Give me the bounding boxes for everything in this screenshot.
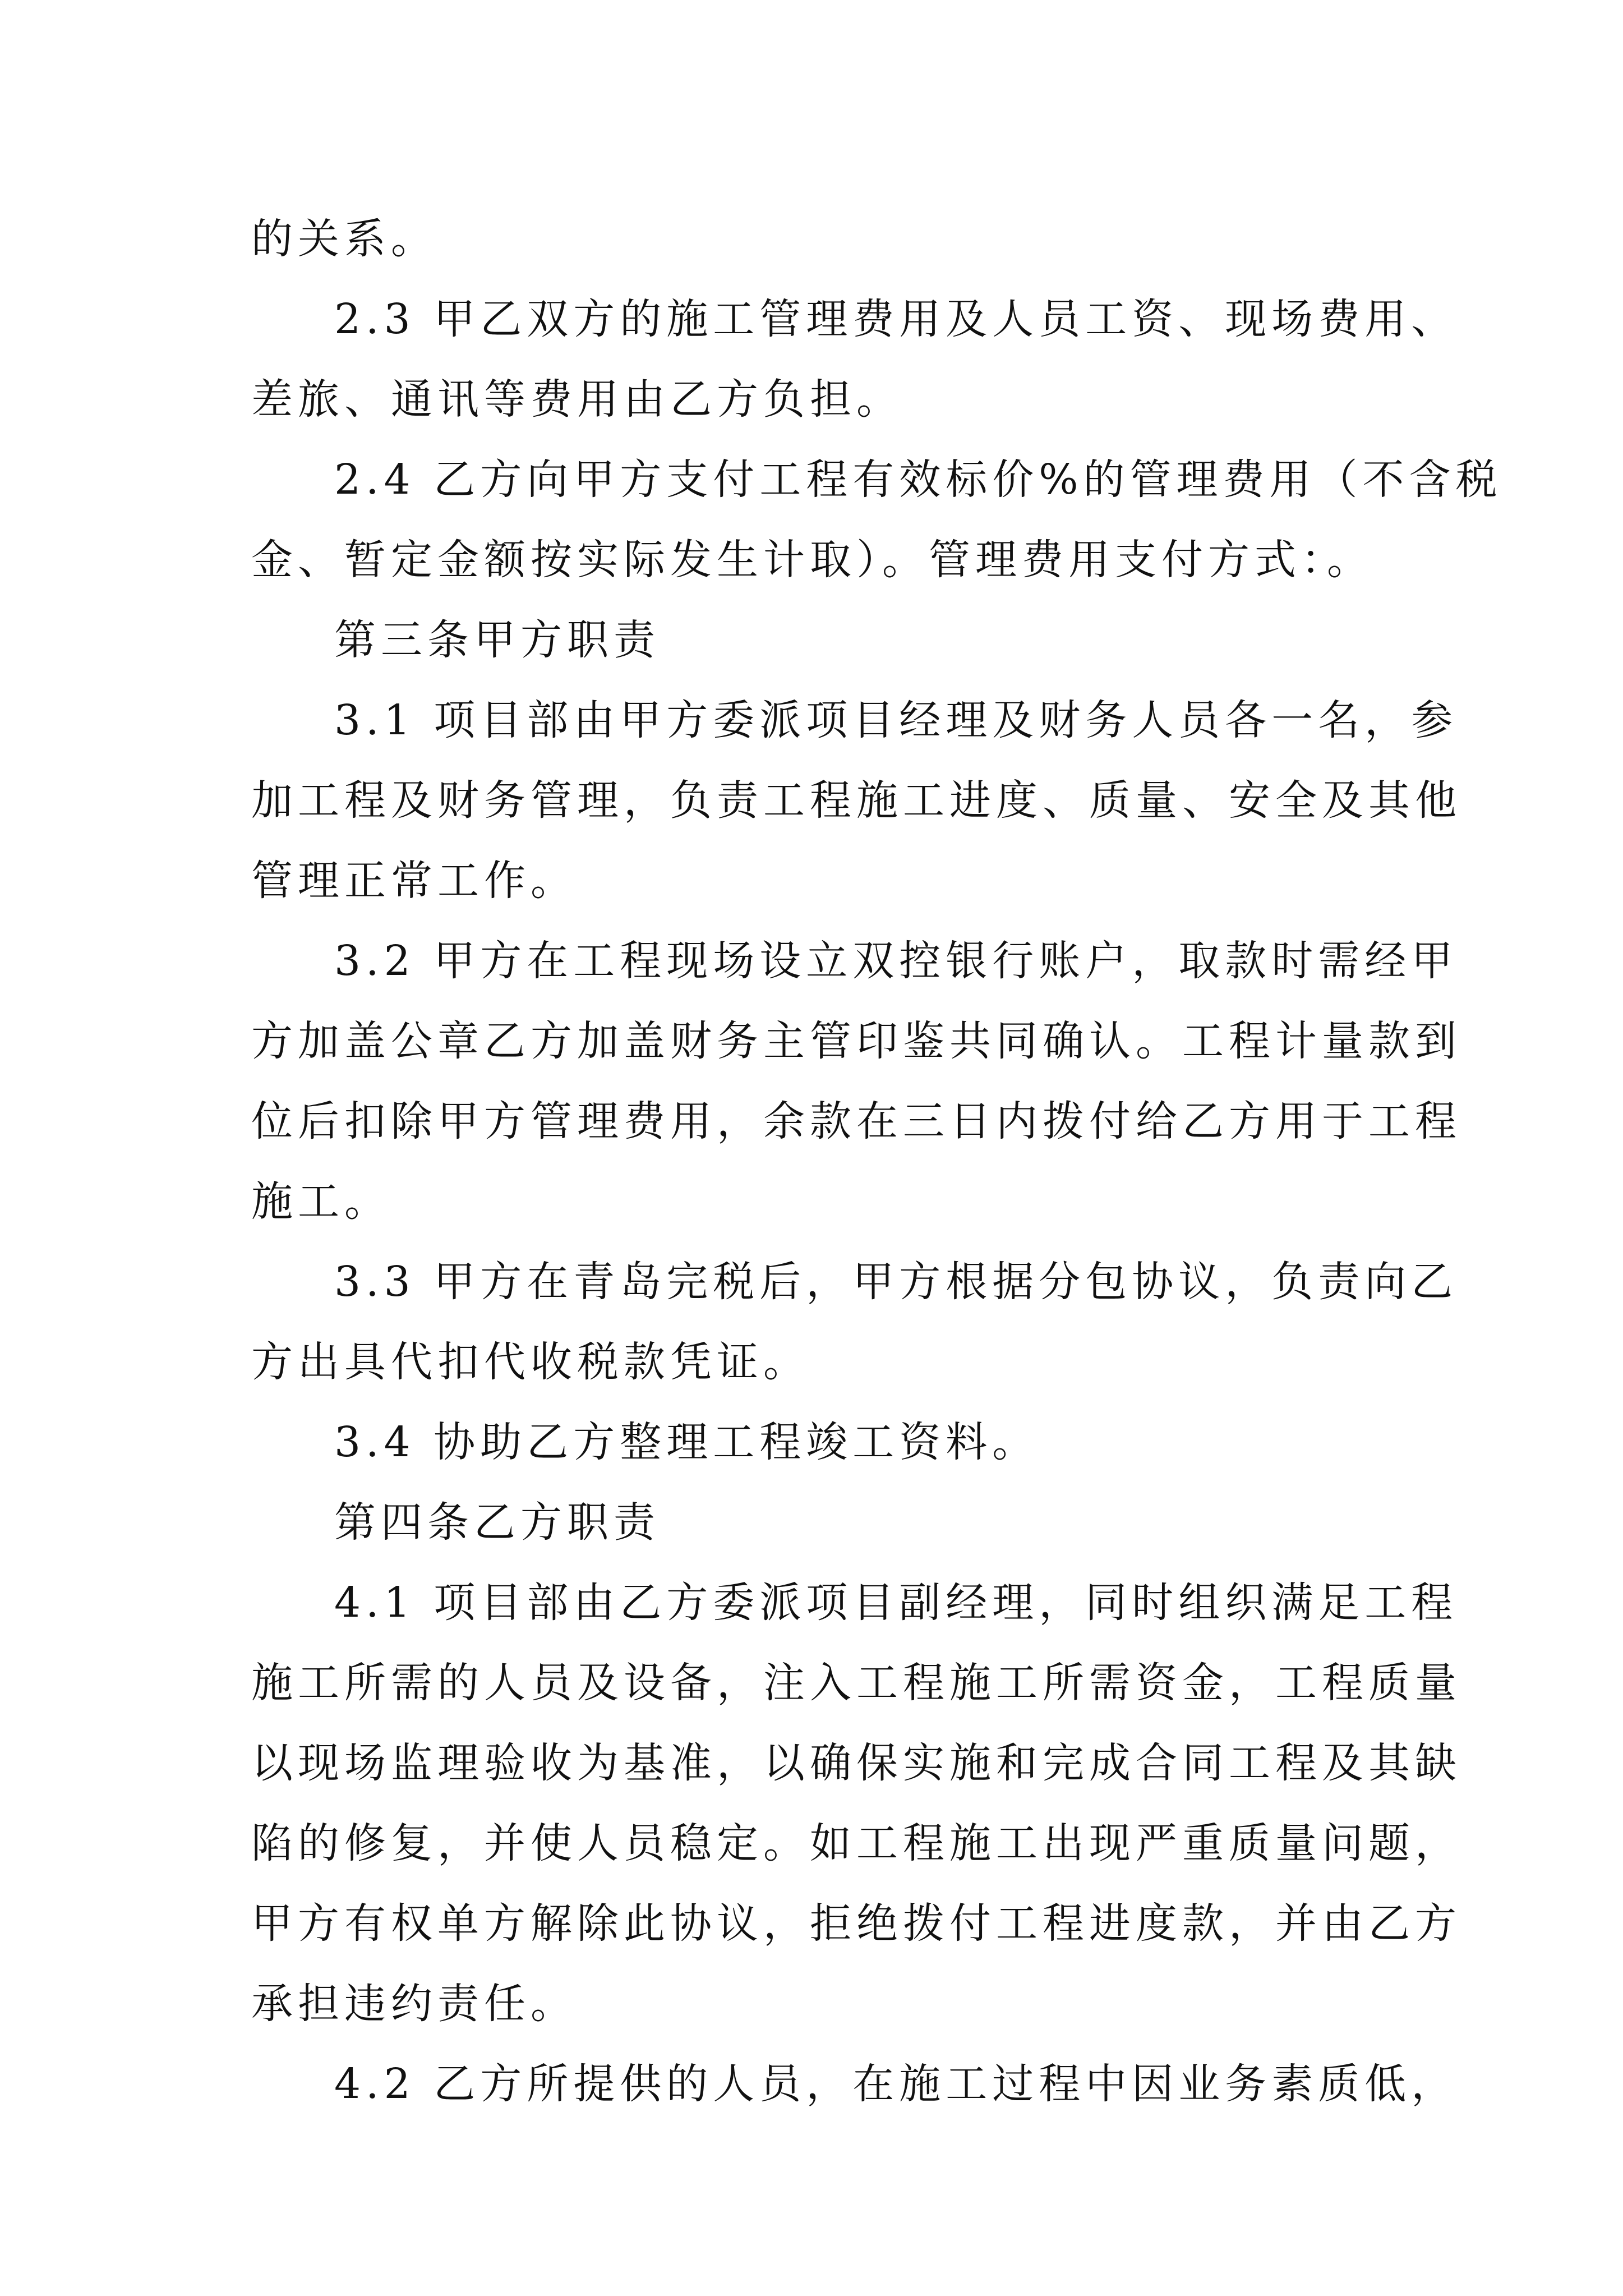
- clause-4-2-line-1: 4.2 乙方所提供的人员，在施工过程中因业务素质低，: [334, 2060, 1458, 2108]
- document-body: [251, 199, 1502, 2124]
- clause-4-1-line-1: 4.1 项目部由乙方委派项目副经理，同时组织满足工程: [334, 1579, 1458, 1627]
- clause-3-1-line-1: 3.1 项目部由甲方委派项目经理及财务人员各一名，参: [334, 696, 1458, 744]
- clause-4-1-line-3: 以现场监理验收为基准，以确保实施和完成合同工程及其缺: [251, 1739, 1461, 1787]
- clause-4-1-line-6: 承担违约责任。: [251, 1980, 577, 2028]
- article-4-heading: 第四条乙方职责: [334, 1498, 660, 1547]
- article-3-heading: 第三条甲方职责: [334, 616, 660, 664]
- clause-2-3-line-1: 2.3 甲乙双方的施工管理费用及人员工资、现场费用、: [334, 295, 1458, 343]
- clause-4-1-line-5: 甲方有权单方解除此协议，拒绝拨付工程进度款，并由乙方: [251, 1899, 1461, 1948]
- clause-3-2-line-3: 位后扣除甲方管理费用，余款在三日内拨付给乙方用于工程: [251, 1097, 1461, 1145]
- clause-3-1-line-2: 加工程及财务管理，负责工程施工进度、质量、安全及其他: [251, 776, 1461, 825]
- clause-4-1-line-4: 陷的修复，并使人员稳定。如工程施工出现严重质量问题，: [251, 1819, 1461, 1867]
- clause-3-2-line-2: 方加盖公章乙方加盖财务主管印鉴共同确认。工程计量款到: [251, 1017, 1461, 1065]
- clause-2-3-line-2: 差旅、通讯等费用由乙方负担。: [251, 375, 903, 424]
- clause-3-3-line-2: 方出具代扣代收税款凭证。: [251, 1338, 810, 1386]
- clause-3-4-line-1: 3.4 协助乙方整理工程竣工资料。: [334, 1418, 1039, 1466]
- clause-3-2-line-4: 施工。: [251, 1177, 391, 1226]
- clause-2-4-line-1: 2.4 乙方向甲方支付工程有效标价%的管理费用（不含税: [334, 455, 1502, 504]
- clause-3-1-line-3: 管理正常工作。: [251, 857, 577, 905]
- clause-4-1-line-2: 施工所需的人员及设备，注入工程施工所需资金，工程质量: [251, 1659, 1461, 1707]
- clause-2-4-line-2: 金、暂定金额按实际发生计取）。管理费用支付方式：。: [251, 536, 1373, 584]
- text-line: 的关系。: [251, 215, 437, 263]
- clause-3-2-line-1: 3.2 甲方在工程现场设立双控银行账户，取款时需经甲: [334, 937, 1458, 985]
- clause-3-3-line-1: 3.3 甲方在青岛完税后，甲方根据分包协议，负责向乙: [334, 1258, 1458, 1306]
